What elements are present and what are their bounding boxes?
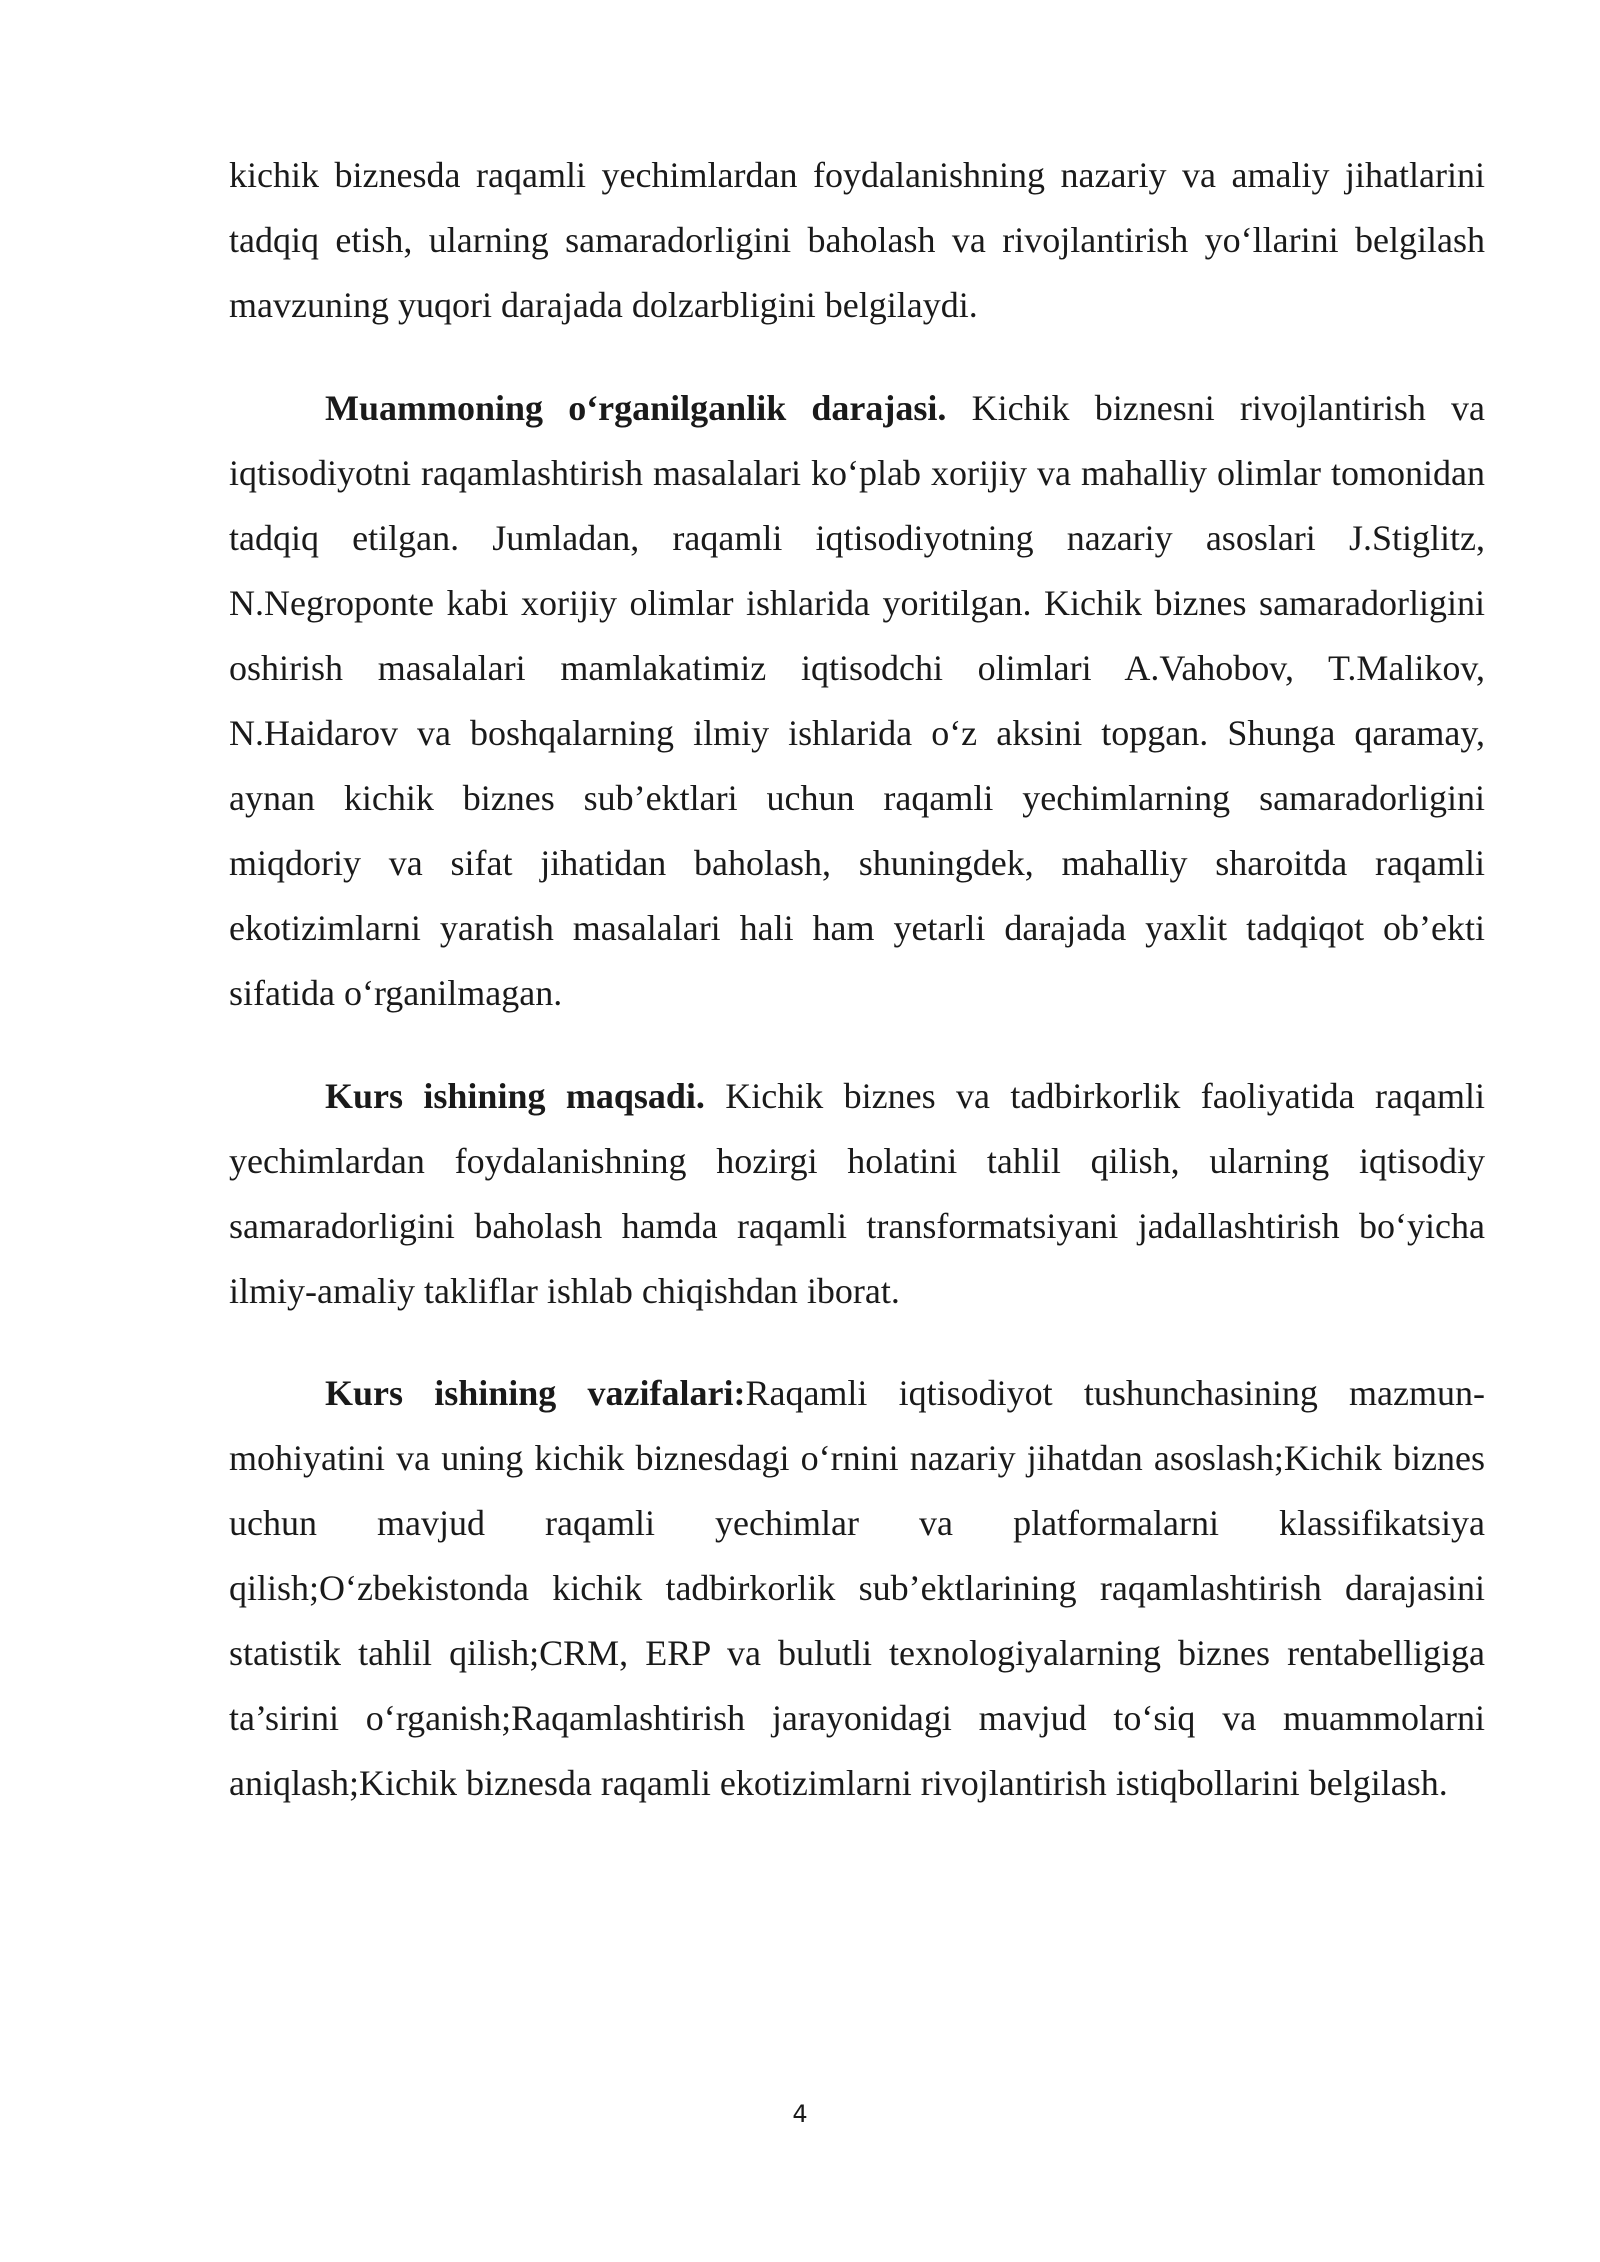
paragraph-heading: Muammoning o‘rganilganlik darajasi. <box>325 388 947 428</box>
page-number: 4 <box>792 2100 808 2128</box>
paragraph-heading: Kurs ishining maqsadi. <box>325 1076 705 1116</box>
paragraph-course-tasks <box>229 1361 1485 1816</box>
paragraph-text: Kichik biznes va tadbirkorlik faoliyatida raqamli yechimlardan foydalanishning hozirgi holatini tahlil qilish, ularning iqtisodiy samaradorligini baholash hamda raqamli transformatsiyani jadallashtirish bo‘yicha ilmiy-amaliy takliflar ishlab chiqishdan iborat. <box>229 1076 1485 1311</box>
paragraph-heading: Kurs ishining vazifalari: <box>325 1373 746 1413</box>
paragraph-intro-continuation <box>229 143 1485 338</box>
paragraph-text: Kichik biznesni rivojlantirish va iqtisodiyotni raqamlashtirish masalalari ko‘plab xorijiy va mahalliy olimlar tomonidan tadqiq etilgan. Jumladan, raqamli iqtisodiyotning nazariy asoslari J.Stiglitz, N.Negroponte kabi xorijiy olimlar ishlarida yoritilgan. Kichik biznes samaradorligini oshirish masalalari mamlakatimiz iqtisodchi olimlari A.Vahobov, T.Malikov, N.Haidarov va boshqalarning ilmiy ishlarida o‘z aksini topgan. Shunga qaramay, aynan kichik biznes sub’ektlari uchun raqamli yechimlarning samaradorligini miqdoriy va sifat jihatidan baholash, shuningdek, mahalliy sharoitda raqamli ekotizimlarni yaratish masalalari hali ham yetarli darajada yaxlit tadqiqot ob’ekti sifatida o‘rganilmagan. <box>229 388 1485 1013</box>
paragraph-research-degree <box>229 376 1485 1026</box>
paragraph-text: Raqamli iqtisodiyot tushunchasining mazmun-mohiyatini va uning kichik biznesdagi o‘rnini nazariy jihatdan asoslash;Kichik biznes uchun mavjud raqamli yechimlar va platformalarni klassifikatsiya qilish;O‘zbekistonda kichik tadbirkorlik sub’ektlarining raqamlashtirish darajasini statistik tahlil qilish;CRM, ERP va bulutli texnologiyalarning biznes rentabelligiga ta’sirini o‘rganish;Raqamlashtirish jarayonidagi mavjud to‘siq va muammolarni aniqlash;Kichik biznesda raqamli ekotizimlarni rivojlantirish istiqbollarini belgilash. <box>229 1373 1485 1803</box>
paragraph-text: kichik biznesda raqamli yechimlardan foydalanishning nazariy va amaliy jihatlarini tadqiq etish, ularning samaradorligini baholash va rivojlantirish yo‘llarini belgilash mavzuning yuqori darajada dolzarbligini belgilaydi. <box>229 155 1485 325</box>
paragraph-course-goal <box>229 1064 1485 1324</box>
